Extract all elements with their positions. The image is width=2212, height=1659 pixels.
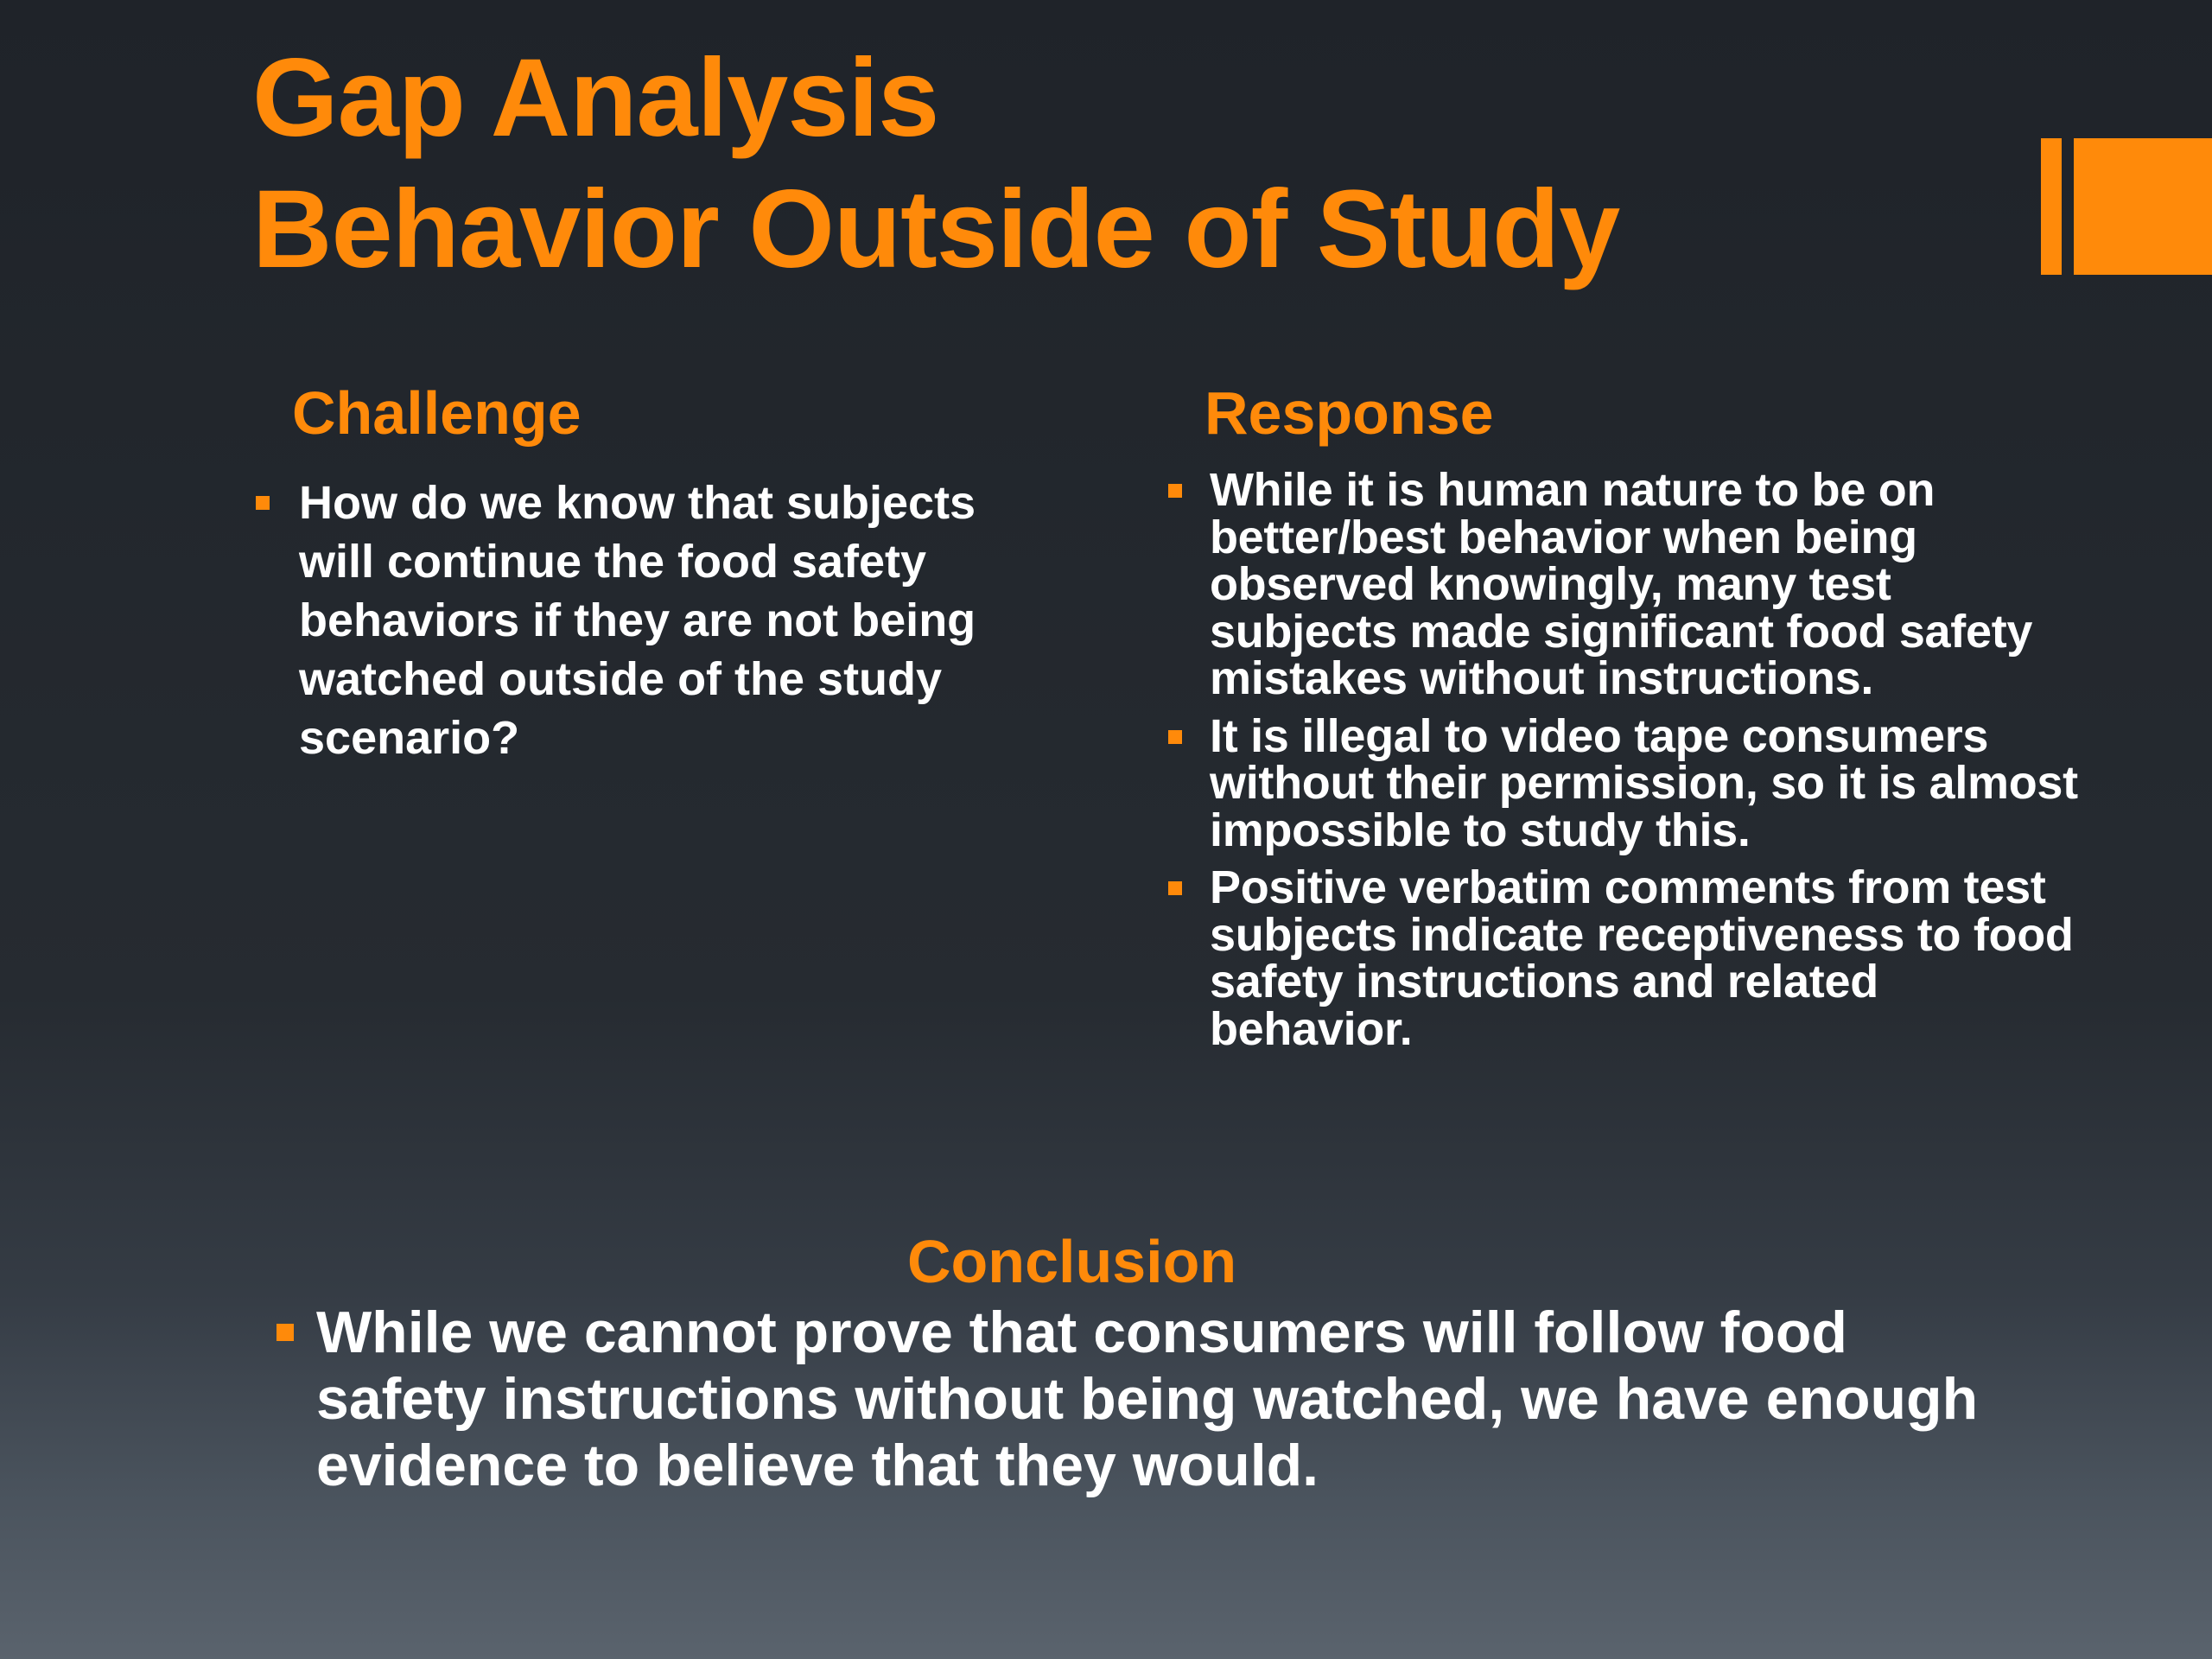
response-heading: Response	[1205, 379, 1494, 447]
conclusion-item-text: While we cannot prove that consumers will follow food safety instructions without being watched, we have enough evidence to believe that they would.	[316, 1300, 1979, 1498]
response-item	[1168, 861, 2084, 1055]
response-item-text: While it is human nature to be on better/best behavior when being observed knowingly, many test subjects made significant food safety mistakes without instructions.	[1210, 464, 2033, 704]
conclusion-item	[276, 1300, 2005, 1499]
response-item	[1168, 464, 2084, 704]
challenge-list	[256, 474, 1033, 767]
square-bullet-icon	[1168, 730, 1182, 744]
challenge-heading: Challenge	[292, 379, 582, 447]
challenge-item	[256, 474, 1033, 767]
response-item-text: It is illegal to video tape consumers without their permission, so it is almost impossible to study this.	[1210, 709, 2078, 856]
accent-bar-thin	[2041, 138, 2062, 275]
response-list	[1168, 464, 2084, 1063]
square-bullet-icon	[276, 1324, 294, 1341]
response-item-text: Positive verbatim comments from test subjects indicate receptiveness to food safety instructions and related behavior.	[1210, 861, 2074, 1055]
conclusion-heading: Conclusion	[907, 1228, 1237, 1295]
conclusion-list	[276, 1300, 2005, 1499]
accent-bar-block	[2074, 138, 2212, 275]
slide-title	[252, 33, 1619, 296]
challenge-item-text: How do we know that subjects will continue the food safety behaviors if they are not being watched outside of the study scenario?	[299, 477, 976, 764]
square-bullet-icon	[1168, 881, 1182, 895]
slide-title-line-2: Behavior Outside of Study	[252, 168, 1620, 291]
slide-title-line-1: Gap Analysis	[252, 36, 939, 160]
square-bullet-icon	[1168, 484, 1182, 498]
response-item	[1168, 709, 2084, 856]
square-bullet-icon	[256, 496, 270, 510]
